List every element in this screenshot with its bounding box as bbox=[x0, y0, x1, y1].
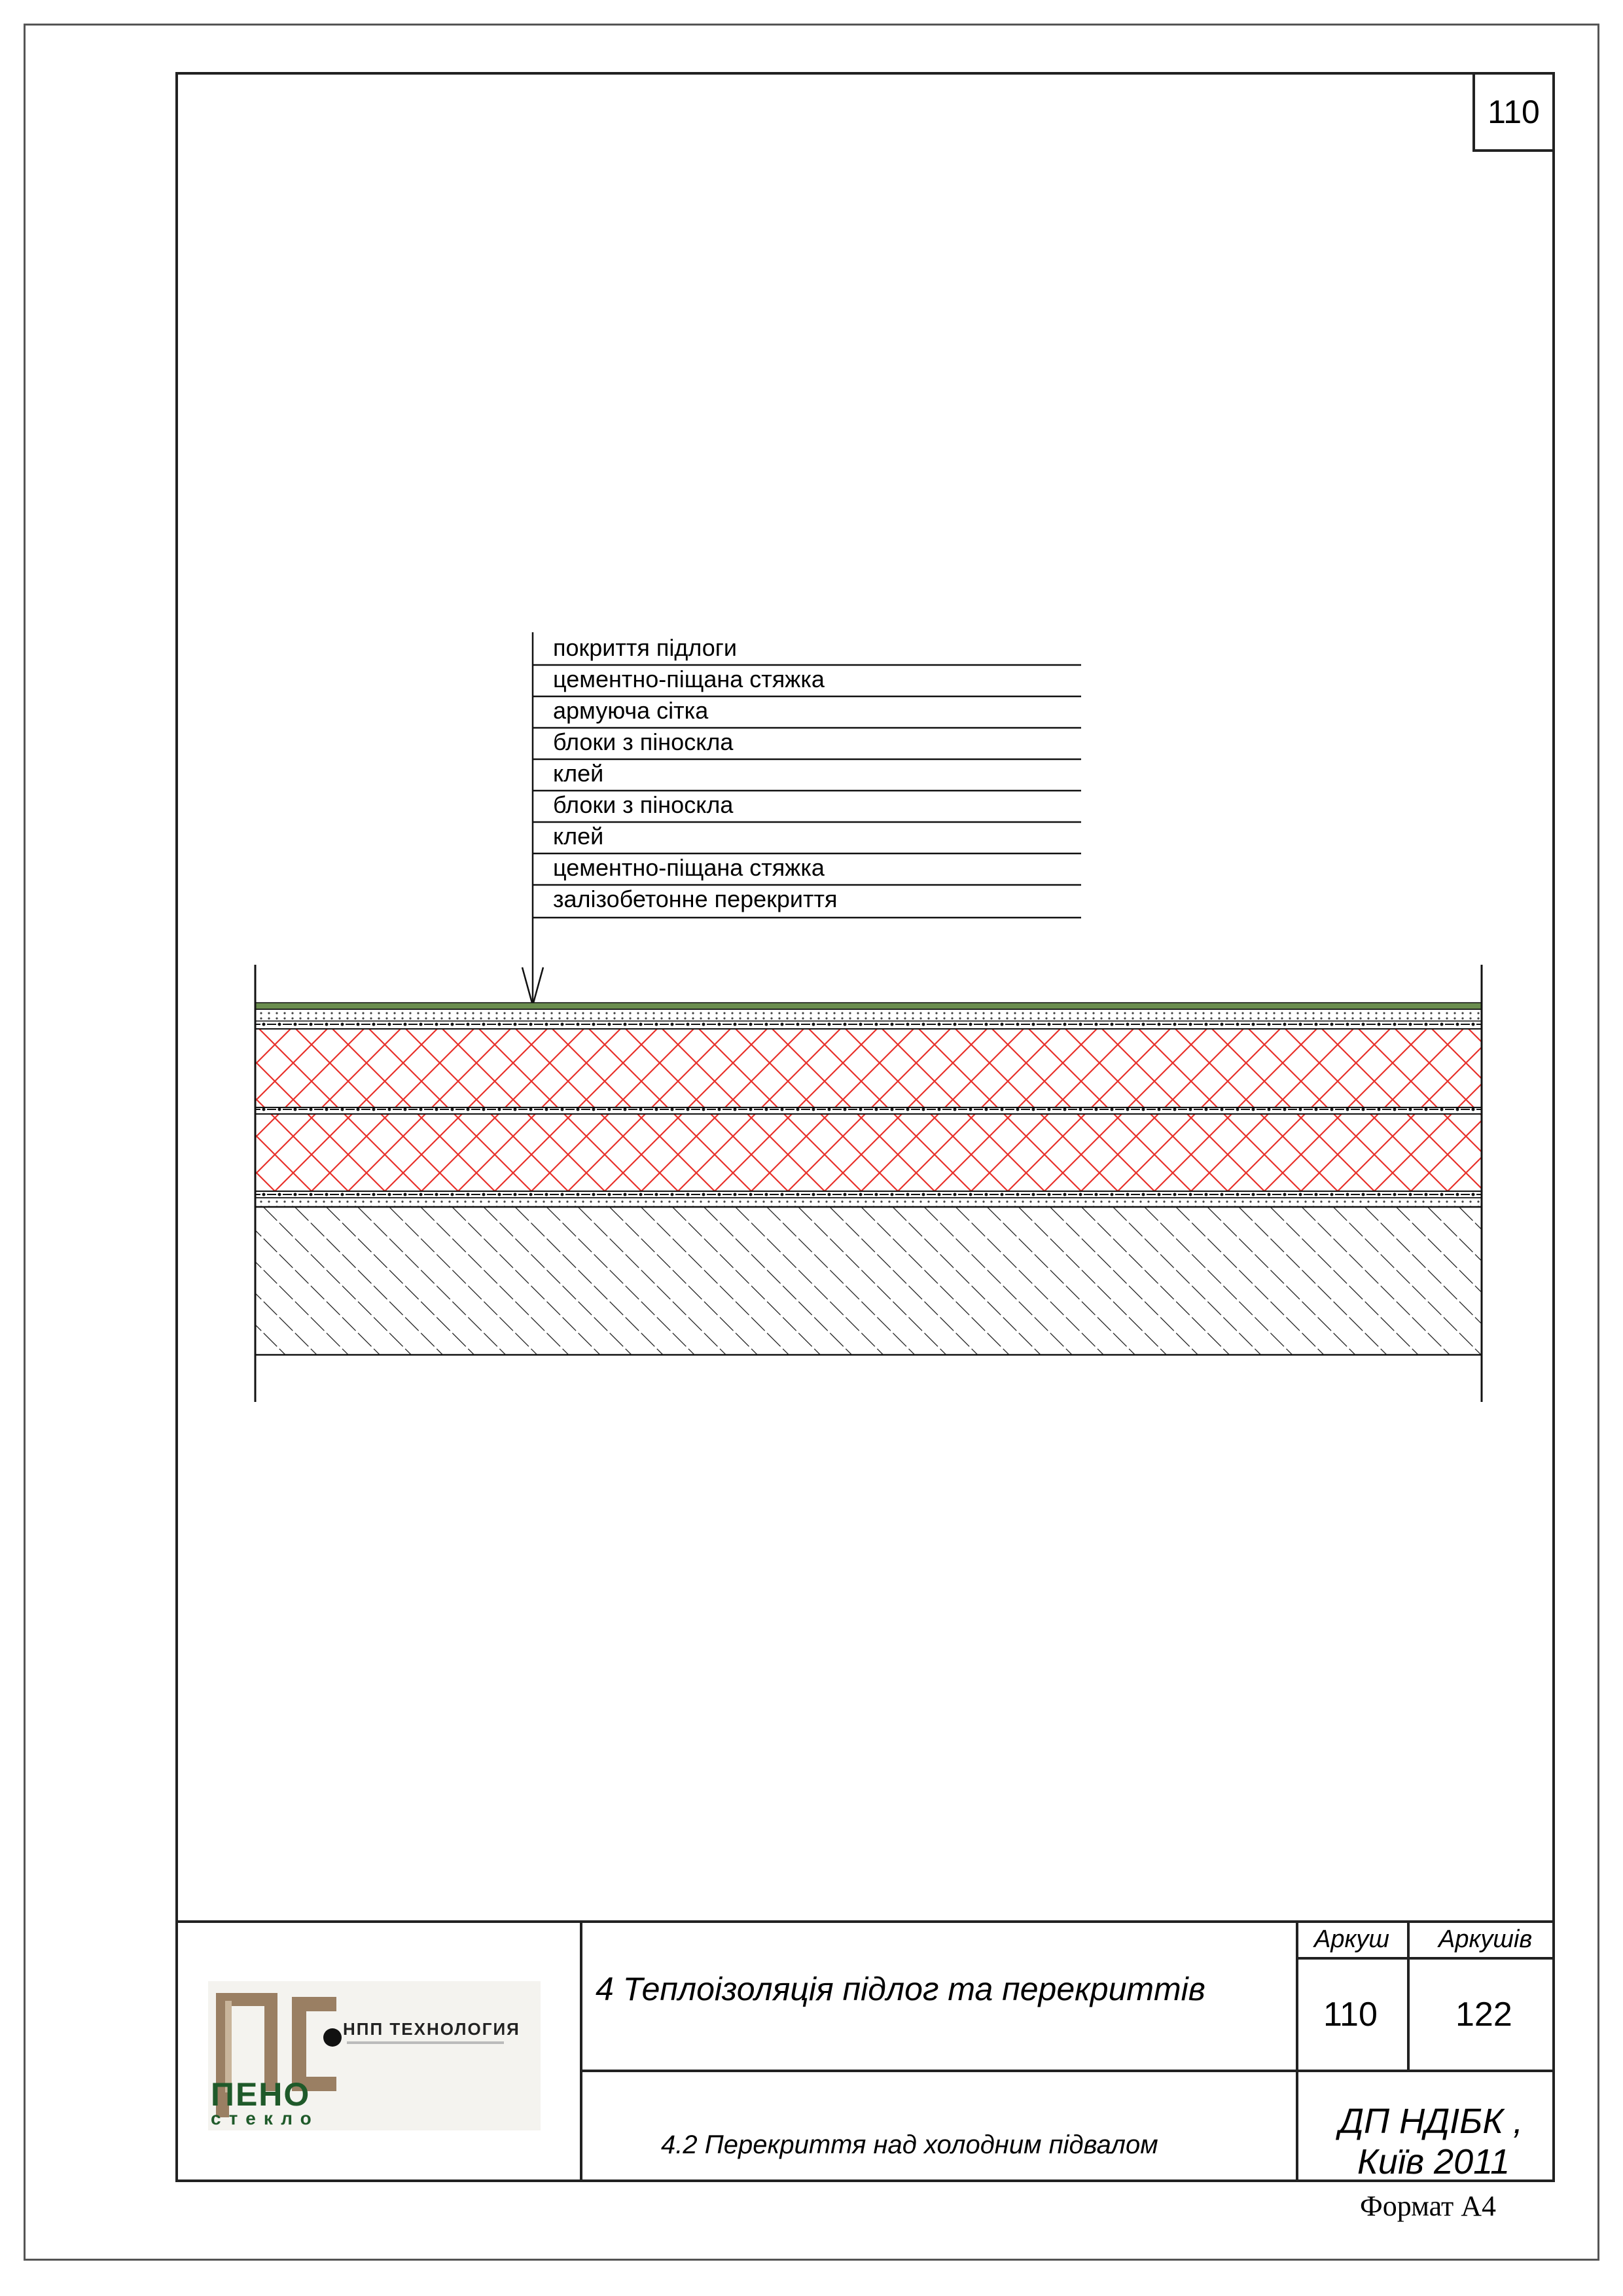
screed-layer-top bbox=[255, 1009, 1482, 1021]
logo-brand-line2: стекло bbox=[211, 2108, 319, 2128]
organization-city-year: Київ 2011 bbox=[1357, 2142, 1510, 2181]
adhesive-layer-2 bbox=[255, 1191, 1482, 1198]
reinforcing-mesh-layer bbox=[255, 1021, 1482, 1028]
leader-lines bbox=[522, 632, 1081, 1005]
organization-name: ДП НДІБК , bbox=[1339, 2102, 1524, 2141]
legend-item: клей bbox=[553, 760, 604, 787]
legend-item: цементно-піщана стяжка bbox=[553, 854, 825, 881]
legend-item: залізобетонне перекриття bbox=[553, 886, 838, 912]
legend-item: клей bbox=[553, 823, 604, 850]
screed-layer-bottom bbox=[255, 1198, 1482, 1207]
corner-sheet-number: 110 bbox=[1472, 72, 1555, 152]
floor-covering-layer bbox=[255, 1003, 1482, 1009]
logo-brand-line1: ПЕНО bbox=[211, 2076, 311, 2113]
adhesive-layer-1 bbox=[255, 1107, 1482, 1114]
reinforced-concrete-slab bbox=[255, 1207, 1482, 1355]
legend-item: блоки з піноскла bbox=[553, 728, 734, 755]
legend-item: армуюча сітка bbox=[553, 697, 709, 724]
foam-glass-block-layer-2 bbox=[255, 1114, 1482, 1191]
sheet-value: 110 bbox=[1323, 1996, 1378, 2034]
logo-company-name: НПП ТЕХНОЛОГИЯ bbox=[343, 2019, 520, 2039]
sheets-value: 122 bbox=[1455, 1996, 1512, 2034]
legend-item: блоки з піноскла bbox=[553, 791, 734, 818]
sheets-label: Аркушів bbox=[1438, 1926, 1533, 1953]
subtitle: 4.2 Перекриття над холодним підвалом bbox=[661, 2130, 1158, 2159]
format-label: Формат А4 bbox=[1360, 2190, 1497, 2222]
legend-item: покриття підлоги bbox=[553, 634, 738, 661]
sheet-label: Аркуш bbox=[1314, 1926, 1389, 1953]
main-title: 4 Теплоізоляція підлог та перекриттів bbox=[596, 1971, 1205, 2007]
foam-glass-block-layer-1 bbox=[255, 1029, 1482, 1107]
legend-item: цементно-піщана стяжка bbox=[553, 666, 825, 692]
company-logo bbox=[208, 1981, 541, 2130]
